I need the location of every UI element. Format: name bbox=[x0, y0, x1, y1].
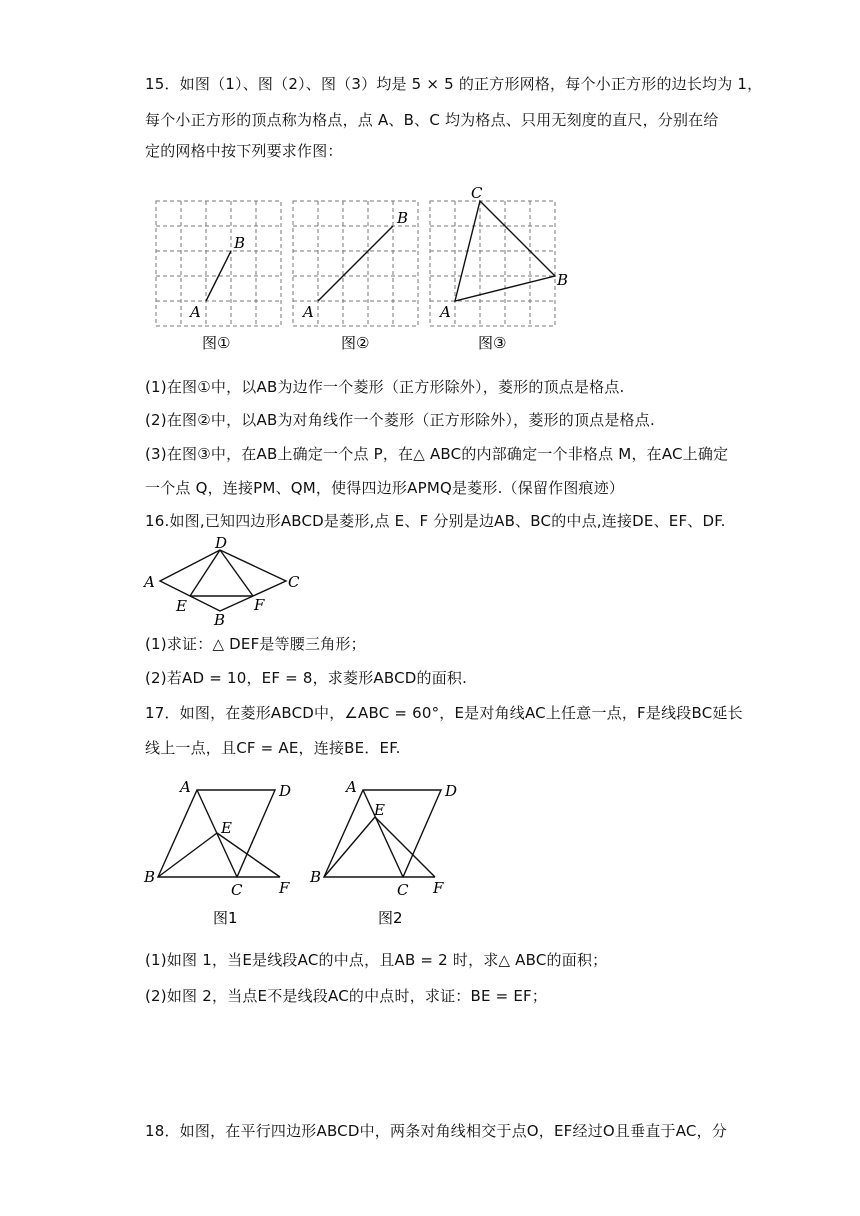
label-f: F bbox=[433, 879, 444, 897]
q17-stem-line1: 17．如图，在菱形ABCD中，∠ABC = 60°，E是对角线AC上任意一点，F是线段BC延长 bbox=[145, 704, 743, 722]
caption-fig2: 图2 bbox=[378, 909, 403, 927]
q15-sub3-line2: 一个点 Q，连接PM、QM，使得四边形APMQ是菱形.（保留作图痕迹） bbox=[145, 479, 625, 497]
label-a: A bbox=[346, 778, 357, 796]
q15-figure-3 bbox=[424, 185, 574, 355]
q17-sub2: (2)如图 2，当点E不是线段AC的中点时，求证：BE = EF； bbox=[145, 987, 548, 1005]
label-e: E bbox=[221, 819, 232, 837]
label-b: B bbox=[397, 209, 409, 227]
q15-stem-line3: 定的网格中按下列要求作图： bbox=[145, 142, 343, 160]
label-d: D bbox=[215, 534, 228, 552]
label-a: A bbox=[180, 778, 191, 796]
q16-sub1: (1)求证：△ DEF是等腰三角形； bbox=[145, 635, 366, 653]
segment-df bbox=[220, 550, 253, 596]
label-a: A bbox=[440, 303, 451, 321]
q16-stem: 16.如图,已知四边形ABCD是菱形,点 E、F 分别是边AB、BC的中点,连接DE、EF、DF. bbox=[145, 512, 726, 530]
label-c: C bbox=[288, 573, 300, 591]
label-f: F bbox=[254, 596, 265, 614]
q17-figure-2 bbox=[308, 775, 468, 935]
label-c: C bbox=[471, 184, 483, 202]
q16-sub2: (2)若AD = 10，EF = 8，求菱形ABCD的面积. bbox=[145, 669, 468, 687]
segment-be bbox=[158, 833, 217, 877]
label-e: E bbox=[176, 597, 187, 615]
label-c: C bbox=[231, 881, 243, 899]
label-b: B bbox=[557, 271, 569, 289]
label-b: B bbox=[214, 611, 226, 629]
label-a: A bbox=[190, 303, 201, 321]
q15-sub2: (2)在图②中，以AB为对角线作一个菱形（正方形除外），菱形的顶点是格点. bbox=[145, 411, 655, 429]
grid-5x5 bbox=[156, 201, 281, 326]
q15-sub1: (1)在图①中，以AB为边作一个菱形（正方形除外），菱形的顶点是格点. bbox=[145, 378, 625, 396]
q15-stem-line2: 每个小正方形的顶点称为格点，点 A、B、C 均为格点、只用无刻度的直尺，分别在给 bbox=[145, 111, 719, 129]
q17-figure-1 bbox=[142, 775, 302, 935]
caption-fig1: 图1 bbox=[213, 909, 238, 927]
caption-fig1: 图① bbox=[202, 334, 231, 352]
q15-sub3-line1: (3)在图③中，在AB上确定一个点 P，在△ ABC的内部确定一个非格点 M，在AC上确定 bbox=[145, 445, 729, 463]
segment-ab bbox=[318, 226, 393, 301]
caption-fig3: 图③ bbox=[478, 334, 507, 352]
label-e: E bbox=[374, 801, 385, 819]
label-d: D bbox=[445, 782, 458, 800]
segment-be bbox=[324, 817, 375, 877]
q17-sub1: (1)如图 1，当E是线段AC的中点，且AB = 2 时，求△ ABC的面积； bbox=[145, 951, 608, 969]
label-b: B bbox=[144, 868, 156, 886]
segment-de bbox=[190, 550, 220, 596]
label-f: F bbox=[279, 879, 290, 897]
label-d: D bbox=[279, 782, 292, 800]
q18-stem-line1: 18．如图，在平行四边形ABCD中，两条对角线相交于点O，EF经过O且垂直于AC，分 bbox=[145, 1122, 727, 1140]
q17-stem-line2: 线上一点，且CF = AE，连接BE．EF. bbox=[145, 739, 401, 757]
q16-figure-rhombus bbox=[142, 534, 302, 629]
label-c: C bbox=[397, 881, 409, 899]
caption-fig2: 图② bbox=[341, 334, 370, 352]
q15-figure-2 bbox=[287, 185, 422, 355]
label-a: A bbox=[144, 573, 155, 591]
q15-stem-line1: 15．如图（1）、图（2）、图（3）均是 5 × 5 的正方形网格，每个小正方形的边长均为 1， bbox=[145, 75, 763, 93]
label-b: B bbox=[234, 234, 246, 252]
label-b: B bbox=[310, 868, 322, 886]
q15-figure-1 bbox=[150, 185, 280, 355]
label-a: A bbox=[303, 303, 314, 321]
